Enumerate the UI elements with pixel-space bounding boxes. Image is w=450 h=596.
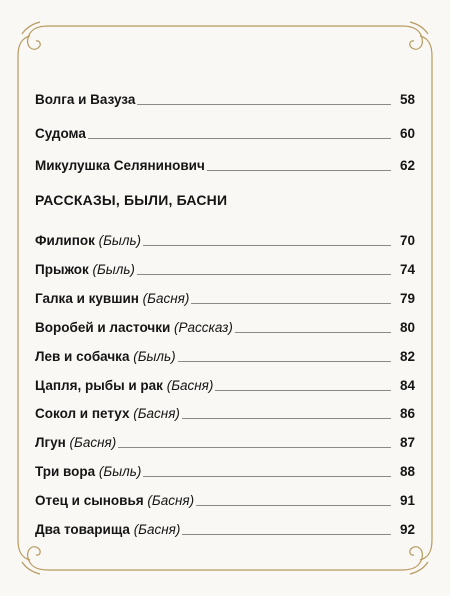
toc-entry: [35, 429, 415, 451]
toc-page-number: 86: [399, 406, 415, 421]
toc-entry-title: [35, 378, 215, 394]
toc-entry: [35, 256, 415, 278]
toc-entry-genre: (Рассказ): [174, 320, 233, 335]
toc-entry-title-text: Три вора: [35, 464, 96, 479]
toc-entry-title-text: Волга и Вазуза: [35, 92, 136, 107]
toc-page-number: 88: [399, 464, 415, 479]
toc-entry-genre: (Быль): [98, 464, 142, 479]
toc-entry-genre: (Быль): [92, 262, 135, 277]
toc-dot-leader: [235, 332, 391, 333]
toc-entry-title: [35, 349, 178, 365]
section-heading: РАССКАЗЫ, БЫЛИ, БАСНИ: [35, 192, 228, 208]
toc-entry: [35, 372, 415, 394]
toc-dot-leader: [207, 170, 391, 171]
toc-dot-leader: [182, 534, 391, 535]
toc-entry-title: [35, 291, 191, 307]
toc-entry-title-text: Прыжок: [35, 262, 89, 277]
toc-entry-title-text: Судома: [35, 126, 86, 141]
toc-page-number: 84: [399, 378, 415, 393]
toc-entry-genre: (Басня): [166, 378, 214, 393]
toc-page-number: 82: [399, 349, 415, 364]
toc-entry: [35, 400, 415, 422]
toc-entry-title-text: Лев и собачка: [35, 349, 130, 364]
toc-entry-genre: (Быль): [133, 349, 176, 364]
toc-entry: [35, 227, 415, 249]
toc-dot-leader: [196, 505, 391, 506]
toc-entry-title-text: Микулушка Селянинович: [35, 158, 205, 173]
toc-page-number: 58: [399, 92, 415, 107]
toc-entry-genre: (Басня): [142, 291, 190, 306]
toc-entry: [35, 516, 415, 538]
toc-entry-genre: (Басня): [133, 406, 180, 421]
toc-entry-title-text: Филипок: [35, 233, 95, 248]
toc-entry-title: [35, 464, 143, 480]
toc-page-number: 79: [399, 291, 415, 306]
toc-dot-leader: [88, 138, 391, 139]
toc-entry: [35, 487, 415, 509]
toc-page-number: 74: [399, 262, 415, 277]
toc-entry: [35, 458, 415, 480]
toc-page-number: 62: [399, 158, 415, 173]
toc-entry: [35, 86, 415, 108]
toc-entry-title-text: Воробей и ласточки: [35, 320, 171, 335]
toc-entry-genre: (Басня): [69, 435, 117, 450]
toc-dot-leader: [143, 476, 391, 477]
toc-dot-leader: [143, 245, 391, 246]
toc-dot-leader: [137, 104, 391, 105]
toc-page-number: 87: [399, 435, 415, 450]
toc-dot-leader: [182, 418, 391, 419]
toc-entry-title: [35, 262, 137, 278]
toc-entry-title-text: Отец и сыновья: [35, 493, 144, 508]
toc-page-number: 92: [399, 522, 415, 537]
toc-dot-leader: [137, 274, 391, 275]
toc-entry-title: [35, 158, 207, 174]
toc-entry-title-text: Сокол и петух: [35, 406, 130, 421]
toc-entry-title: [35, 126, 88, 142]
toc-entry-title: [35, 92, 137, 108]
toc-entry-genre: (Быль): [98, 233, 142, 248]
toc-dot-leader: [178, 361, 391, 362]
toc-entry-genre: (Басня): [147, 493, 195, 508]
toc-entry: [35, 314, 415, 336]
toc-entry-title-text: Галка и кувшин: [35, 291, 139, 306]
toc-page-number: 70: [399, 233, 415, 248]
toc-entry-title: [35, 435, 118, 451]
toc-page-number: 91: [399, 493, 415, 508]
toc-entry-title: [35, 522, 182, 538]
toc-entry-genre: (Басня): [133, 522, 181, 537]
toc-dot-leader: [118, 447, 391, 448]
toc-entry: [35, 152, 415, 174]
toc-page-number: 60: [399, 126, 415, 141]
toc-dot-leader: [191, 303, 391, 304]
toc-entry-title-text: Цапля, рыбы и рак: [35, 378, 163, 393]
toc-entry-title-text: Два товарища: [35, 522, 130, 537]
toc-entry-title-text: Лгун: [35, 435, 66, 450]
toc-entry-title: [35, 406, 182, 422]
toc-entry-title: [35, 320, 235, 336]
toc-entry-title: [35, 233, 143, 249]
toc-entry-title: [35, 493, 196, 509]
toc-page-number: 80: [399, 320, 415, 335]
toc-dot-leader: [215, 390, 391, 391]
toc-entry: [35, 120, 415, 142]
toc-entry: [35, 285, 415, 307]
toc-entry: [35, 343, 415, 365]
